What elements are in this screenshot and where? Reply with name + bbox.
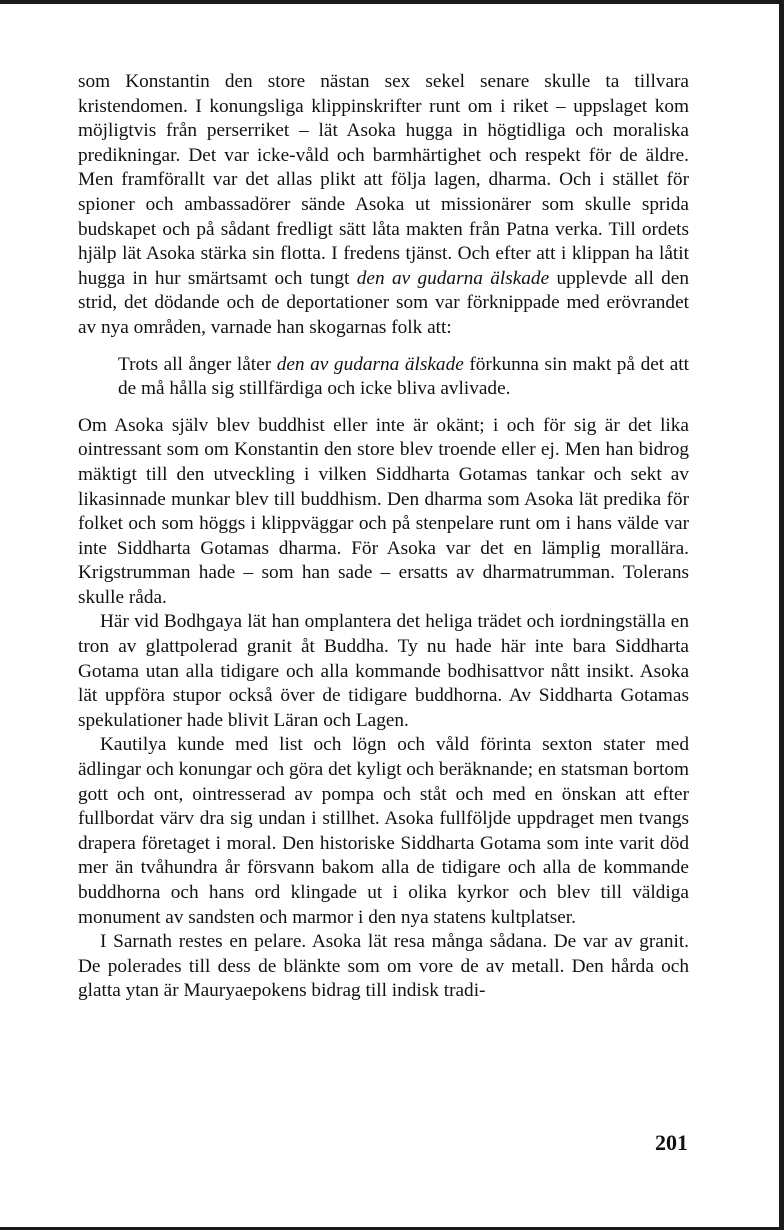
quote-text-end: förkunna sin makt på det att de må hålla sig stillfärdiga och icke bliva avlivade.	[118, 353, 689, 400]
paragraph-1-text: som Konstantin den store nästan sex sekel senare skulle ta tillvara kristendomen. I konungsliga klippinskrifter runt om i riket – uppslaget kom möjligtvis från perserriket – lät Asoka hugga in högtidliga och moraliska predikningar. Det var icke-våld och barmhärtighet och respekt för de äldre. Men framförallt var det allas plikt att följa lagen, dharma. Och i stället för spioner och ambassadörer sände Asoka ut missionärer som skulle sprida budskapet och på sådant fredligt sätt låta makten från Patna verka. Till ordets hjälp lät Asoka stärka sin flotta. I fredens tjänst. Och efter att i klippan ha låtit hugga in hur smärtsamt och tungt	[78, 71, 689, 289]
body-text	[78, 70, 689, 1004]
paragraph-1-text-end: upplevde all den strid, det dödande och de deportationer som var förknippade med erövrandet av nya områden, varnade han skogarnas folk att:	[78, 267, 690, 338]
paragraph-2: Om Asoka själv blev buddhist eller inte är okänt; i och för sig är det lika ointressant som om Konstantin den store blev troende eller ej. Men han bidrog mäktigt till den utveckling i vilken Siddharta Gotamas tankar och sekt av likasinnade munkar blev till buddhism. Den dharma som Asoka lät predika för folket och som höggs i klippväggar och på stenpelare runt om i hans välde var inte Siddharta Gotamas dharma. För Asoka var det en lämplig morallära. Krigstrumman hade – som han sade – ersatts av dharmatrumman. Tolerans skulle råda.	[78, 414, 689, 608]
paragraph-3: Här vid Bodhgaya lät han omplantera det heliga trädet och iordningställa en tron av glattpolerad granit åt Buddha. Ty nu hade här inte bara Siddharta Gotama utan alla tidigare och alla kommande bodhisattvor nått insikt. Asoka lät uppföra stupor också över de tidigare buddhorna. Av Siddharta Gotamas spekulationer hade blivit Läran och Lagen.	[78, 611, 689, 731]
paragraph-1-emphasis: den av gudarna älskade	[356, 267, 550, 289]
quote-emphasis: den av gudarna älskade	[276, 353, 464, 375]
paragraph-1	[78, 70, 689, 341]
page-number: 201	[655, 1130, 688, 1155]
block-quote	[118, 353, 689, 402]
page-edge-top	[0, 0, 784, 4]
page-edge-right	[779, 0, 784, 1230]
paragraph-4: Kautilya kunde med list och lögn och våld förinta sexton stater med ädlingar och konungar och göra det kyligt och beräknande; en statsman bortom gott och ont, ointresserad av pompa och ståt och med en önskan att efter fullbordat värv dra sig undan i stillhet. Asoka fullföljde uppdraget men tvangs drapera företaget i moral. Den historiske Siddharta Gotama som inte varit död mer än tvåhundra år försvann bakom alla de tidigare och alla de kommande buddhorna och hans ord klingade ut i olika kyrkor och blev till väldiga monument av sandsten och marmor i den nya statens kultplatser.	[78, 734, 689, 928]
quote-text: Trots all ånger låter	[118, 353, 277, 375]
paragraph-5: I Sarnath restes en pelare. Asoka lät resa många sådana. De var av granit. De polerades till dess de blänkte som om vore de av metall. Den hårda och glatta ytan är Mauryaepokens bidrag till indisk tradi-	[78, 931, 689, 1002]
